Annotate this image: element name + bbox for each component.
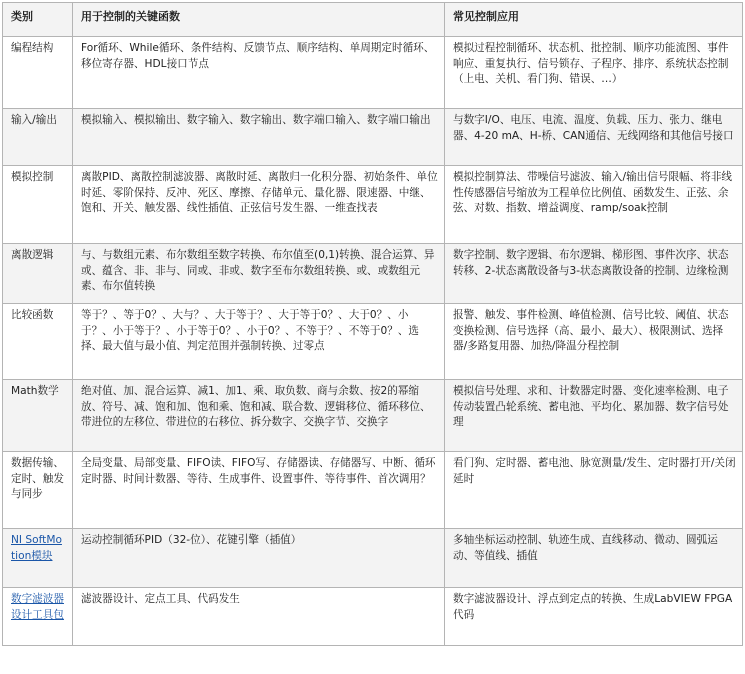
control-functions-table bbox=[2, 2, 743, 646]
row-category: 编程结构 bbox=[3, 37, 73, 109]
row-functions: 绝对值、加、混合运算、减1、加1、乘、取负数、商与余数、按2的幂缩放、符号、减、饱和加、饱和乘、饱和减、联合数、逻辑移位、循环移位、带进位的左移位、带进位的右移位、拆分数字、交换字节、交换字 bbox=[73, 380, 445, 452]
row-functions: 离散PID、离散控制滤波器、离散时延、离散归一化积分器、初始条件、单位时延、零阶保持、反冲、死区、摩擦、存储单元、量化器、限速器、中继、饱和、开关、触发器、线性插值、正弦信号发生器、一维查找表 bbox=[73, 166, 445, 244]
row-category: Math数学 bbox=[3, 380, 73, 452]
table-row bbox=[3, 244, 743, 304]
row-category: 输入/输出 bbox=[3, 109, 73, 166]
row-category: 数据传输、定时、触发与同步 bbox=[3, 452, 73, 529]
row-functions: 全局变量、局部变量、FIFO读、FIFO写、存储器读、存储器写、中断、循环定时器、时间计数器、等待、生成事件、设置事件、等待事件、首次调用？ bbox=[73, 452, 445, 529]
row-applications: 模拟控制算法、带噪信号滤波、输入/输出信号限幅、将非线性传感器信号缩放为工程单位比例值、函数发生、正弦、余弦、对数、指数、增益调度、ramp/soak控制 bbox=[445, 166, 743, 244]
header-category: 类别 bbox=[3, 3, 73, 37]
table-row bbox=[3, 166, 743, 244]
row-category: 模拟控制 bbox=[3, 166, 73, 244]
row-functions: 模拟输入、模拟输出、数字输入、数字输出、数字端口输入、数字端口输出 bbox=[73, 109, 445, 166]
row-applications: 与数字I/O、电压、电流、温度、负载、压力、张力、继电器、4-20 mA、H-桥、CAN通信、无线网络和其他信号接口 bbox=[445, 109, 743, 166]
digital-filter-toolkit-link[interactable]: 数字滤波器设计工具包 bbox=[11, 593, 64, 621]
table-row bbox=[3, 109, 743, 166]
row-applications: 多轴坐标运动控制、轨迹生成、直线移动、微动、圆弧运动、等值线、插值 bbox=[445, 529, 743, 588]
row-functions: 运动控制循环PID（32-位）、花键引擎（插值） bbox=[73, 529, 445, 588]
row-functions: 等于？、等于0？、大与？、大于等于？、大于等于0？、大于0？、小于？、小于等于？、小于等于0？、小于0？、不等于？、不等于0？、选择、最大值与最小值、判定范围并强制转换、过零点 bbox=[73, 304, 445, 380]
row-functions: 滤波器设计、定点工具、代码发生 bbox=[73, 588, 445, 646]
row-applications: 模拟过程控制循环、状态机、批控制、顺序功能流图、事件响应、重复执行、信号锁存、子程序、排序、系统状态控制（上电、关机、看门狗、错误、…） bbox=[445, 37, 743, 109]
row-functions: For循环、While循环、条件结构、反馈节点、顺序结构、单周期定时循环、移位寄存器、HDL接口节点 bbox=[73, 37, 445, 109]
row-category: 比较函数 bbox=[3, 304, 73, 380]
row-applications: 看门狗、定时器、蓄电池、脉宽测量/发生、定时器打开/关闭延时 bbox=[445, 452, 743, 529]
row-applications: 数字滤波器设计、浮点到定点的转换、生成LabVIEW FPGA代码 bbox=[445, 588, 743, 646]
row-category bbox=[3, 529, 73, 588]
table-row bbox=[3, 452, 743, 529]
row-category bbox=[3, 588, 73, 646]
row-category: 离散逻辑 bbox=[3, 244, 73, 304]
header-applications: 常见控制应用 bbox=[445, 3, 743, 37]
table-row bbox=[3, 304, 743, 380]
table-row bbox=[3, 37, 743, 109]
table-row bbox=[3, 529, 743, 588]
row-functions: 与、与数组元素、布尔数组至数字转换、布尔值至(0,1)转换、混合运算、异或、蕴含、非、非与、同或、非或、数字至布尔数组转换、或、或数组元素、布尔值转换 bbox=[73, 244, 445, 304]
row-applications: 模拟信号处理、求和、计数器定时器、变化速率检测、电子传动装置凸轮系统、蓄电池、平均化、累加器、数字信号处理 bbox=[445, 380, 743, 452]
header-functions: 用于控制的关键函数 bbox=[73, 3, 445, 37]
header-row bbox=[3, 3, 743, 37]
row-applications: 报警、触发、事件检测、峰值检测、信号比较、阈值、状态变换检测、信号选择（高、最小、最大）、极限测试、选择器/多路复用器、加热/降温分程控制 bbox=[445, 304, 743, 380]
table-row bbox=[3, 588, 743, 646]
row-applications: 数字控制、数字逻辑、布尔逻辑、梯形图、事件次序、状态转移、2-状态离散设备与3-状态离散设备的控制、边缘检测 bbox=[445, 244, 743, 304]
table-row bbox=[3, 380, 743, 452]
softmotion-module-link[interactable]: NI SoftMotion模块 bbox=[11, 534, 62, 562]
